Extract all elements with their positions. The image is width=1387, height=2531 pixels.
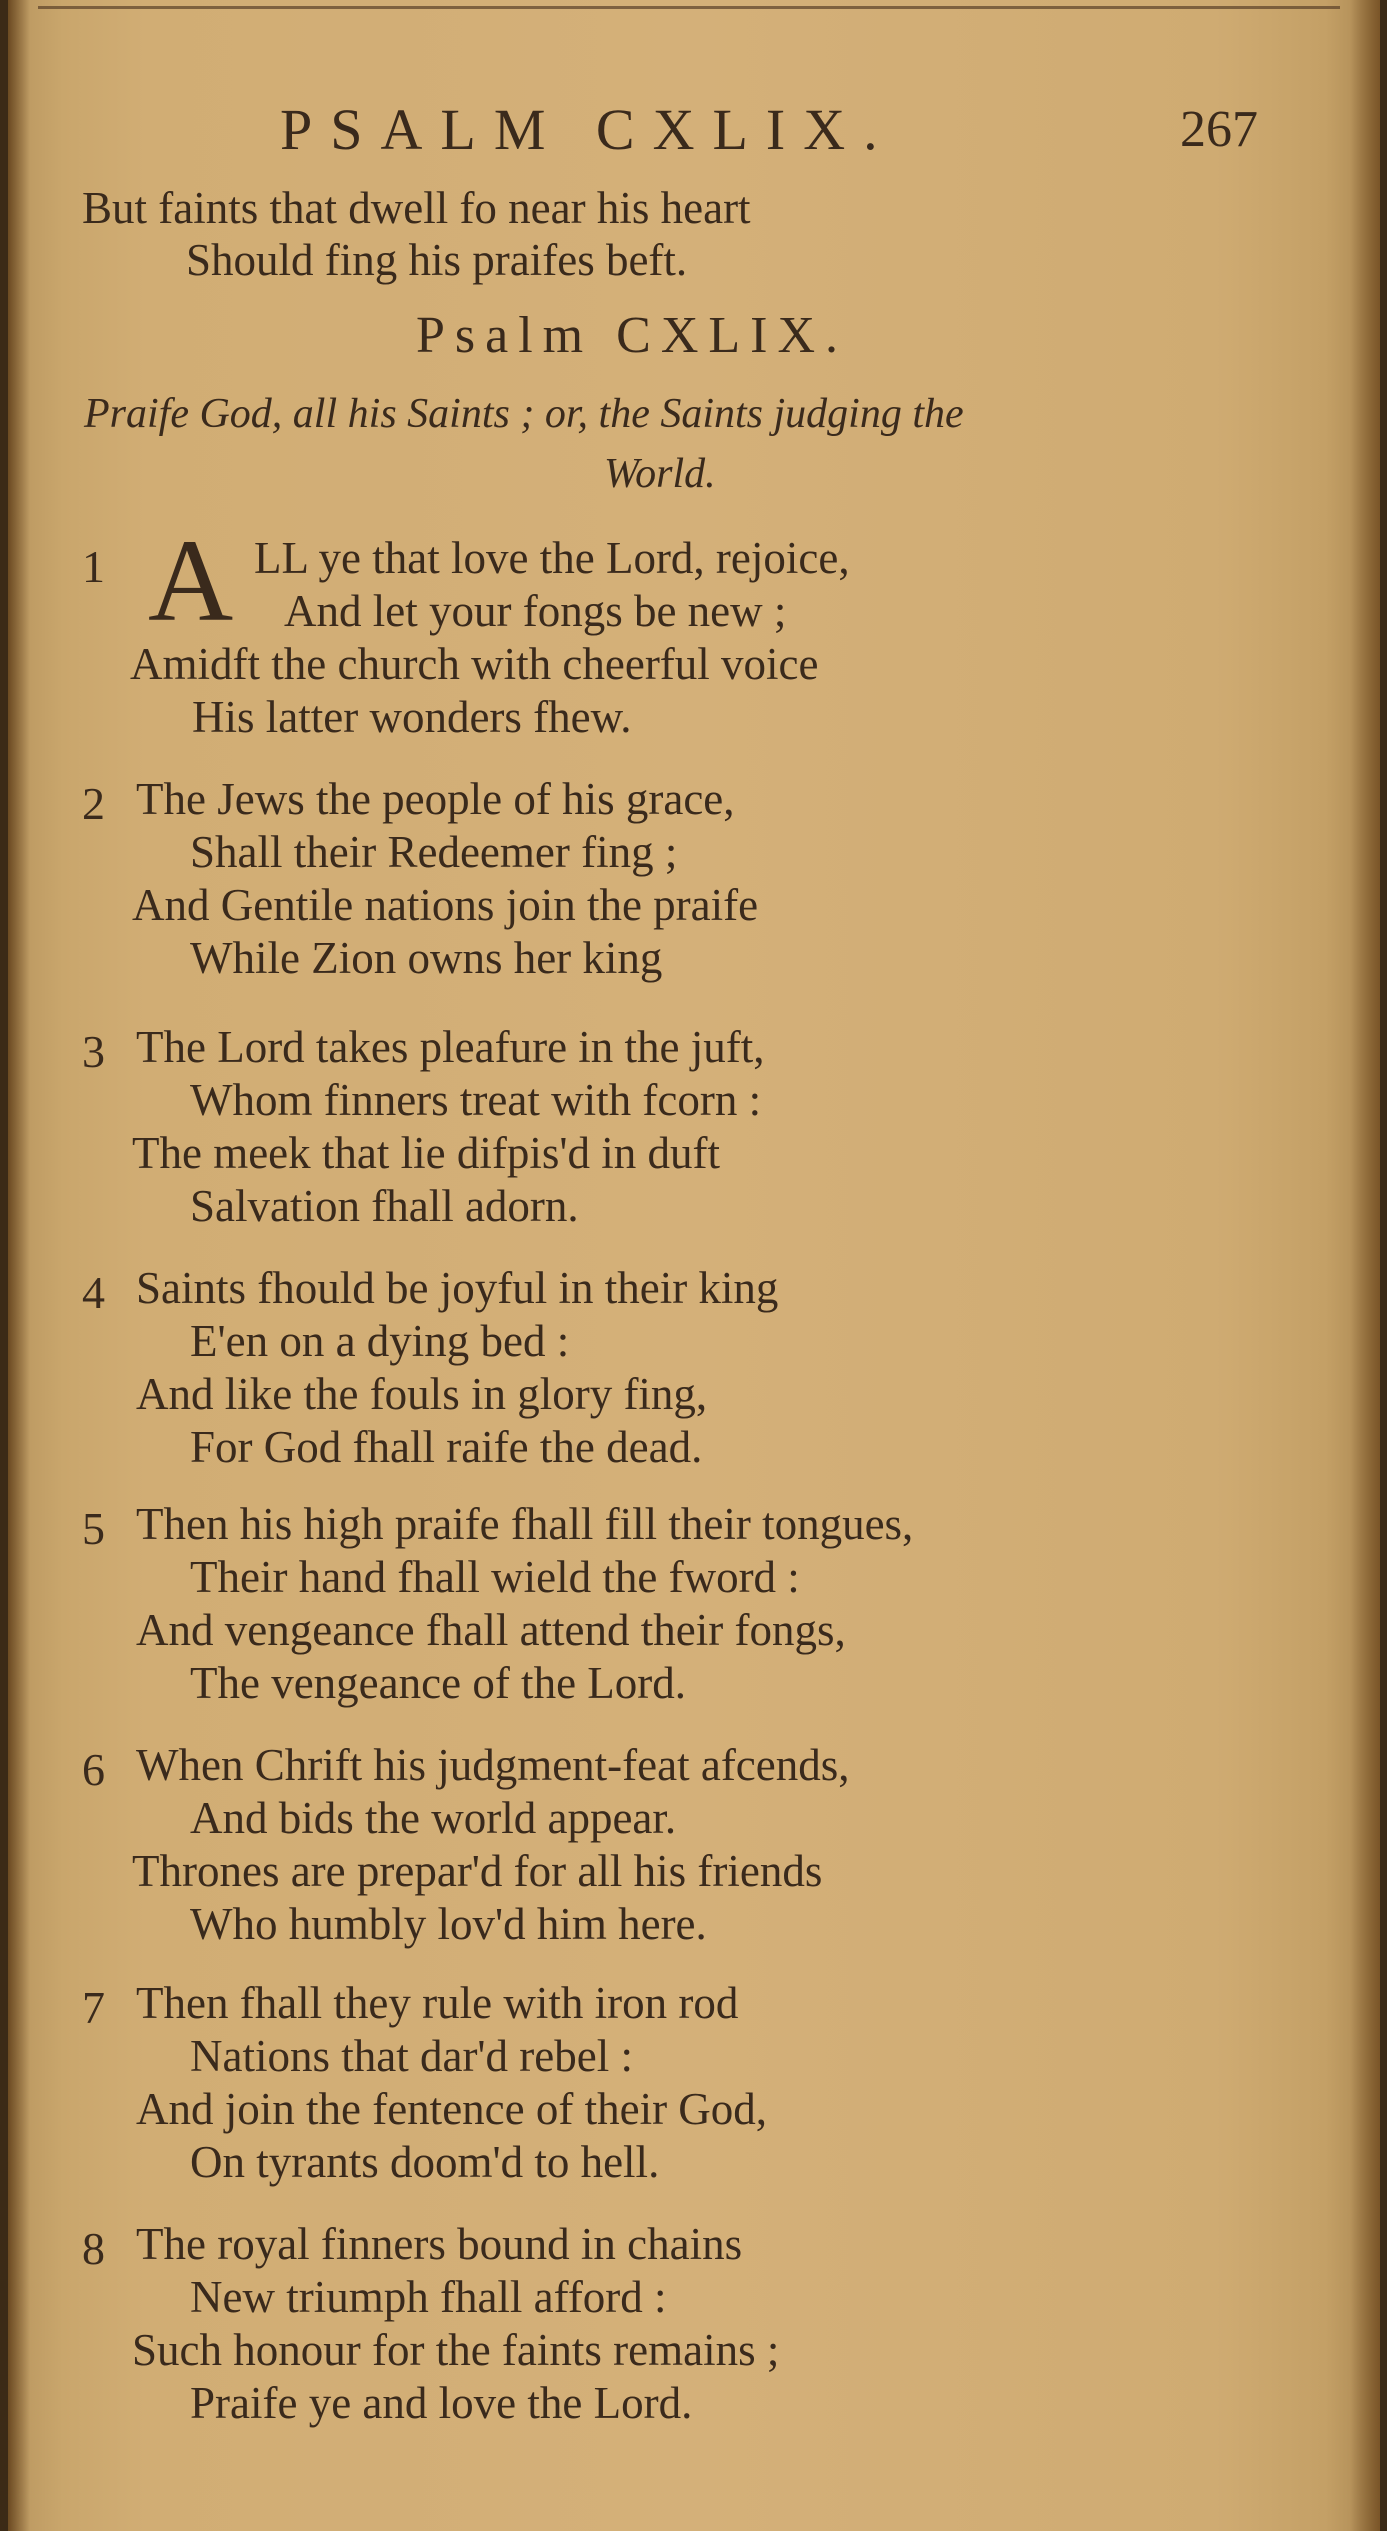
prev-verse-line: But faints that dwell fo near his heart <box>82 183 751 233</box>
page-number: 267 <box>1180 101 1258 158</box>
top-rule <box>38 6 1340 9</box>
verse-line: And let your fongs be new ; <box>284 586 787 636</box>
verse-line: Saints fhould be joyful in their king <box>136 1263 779 1313</box>
verse-line: Whom finners treat with fcorn : <box>190 1075 762 1125</box>
verse-line: Praife ye and love the Lord. <box>190 2378 693 2428</box>
verse-line: Salvation fhall adorn. <box>190 1181 579 1231</box>
verse-number: 8 <box>82 2223 105 2274</box>
verse-line: When Chrift his judgment-feat afcends, <box>136 1740 850 1790</box>
verse-line: His latter wonders fhew. <box>192 692 632 742</box>
drop-cap: A <box>148 515 234 646</box>
verse-line: And like the fouls in glory fing, <box>136 1369 708 1419</box>
verse-line: New triumph fhall afford : <box>190 2272 667 2322</box>
verse-line: And join the fentence of their God, <box>136 2084 768 2134</box>
running-head: PSALM CXLIX. <box>280 97 896 162</box>
verse-line: Amidft the church with cheerful voice <box>130 639 819 689</box>
verse-line: And bids the world appear. <box>190 1793 677 1843</box>
verse-line: While Zion owns her king <box>190 933 663 983</box>
prev-verse-line: Should fing his praifes beft. <box>186 235 688 285</box>
verse-line: LL ye that love the Lord, rejoice, <box>254 533 850 583</box>
verse-number: 5 <box>82 1503 105 1554</box>
verse-line: The royal finners bound in chains <box>136 2219 743 2269</box>
verse-line: For God fhall raife the dead. <box>190 1422 703 1472</box>
verse-line: And Gentile nations join the praife <box>132 880 759 930</box>
verse-number: 2 <box>82 778 105 829</box>
verse-line: The vengeance of the Lord. <box>190 1658 687 1708</box>
verse-line: Nations that dar'd rebel : <box>190 2031 633 2081</box>
verse-line: The Jews the people of his grace, <box>136 774 735 824</box>
verse-line: On tyrants doom'd to hell. <box>190 2137 660 2187</box>
verse-line: The Lord takes pleafure in the juft, <box>136 1022 765 1072</box>
verse-line: E'en on a dying bed : <box>190 1316 570 1366</box>
verse-line: Who humbly lov'd him here. <box>190 1899 707 1949</box>
verse-number: 6 <box>82 1744 105 1795</box>
verse-number: 4 <box>82 1267 105 1318</box>
page-edge-left <box>8 0 30 2531</box>
verse-line: Such honour for the faints remains ; <box>132 2325 780 2375</box>
verse-line: Their hand fhall wield the fword : <box>190 1552 800 1602</box>
psalm-subtitle: Praife God, all his Saints ; or, the Saints judging the <box>84 391 964 437</box>
book-page <box>8 0 1380 2531</box>
psalm-subtitle-cont: World. <box>604 451 716 497</box>
verse-line: Shall their Redeemer fing ; <box>190 827 678 877</box>
page-edge-right <box>1350 0 1380 2531</box>
verse-line: Then fhall they rule with iron rod <box>136 1978 739 2028</box>
verse-line: Thrones are prepar'd for all his friends <box>132 1846 823 1896</box>
verse-line: Then his high praife fhall fill their tongues, <box>136 1499 914 1549</box>
verse-line: The meek that lie difpis'd in duft <box>132 1128 720 1178</box>
verse-number: 7 <box>82 1982 105 2033</box>
verse-line: And vengeance fhall attend their fongs, <box>136 1605 846 1655</box>
verse-number: 1 <box>82 541 105 592</box>
psalm-title: Psalm CXLIX. <box>416 307 848 364</box>
verse-number: 3 <box>82 1026 105 1077</box>
